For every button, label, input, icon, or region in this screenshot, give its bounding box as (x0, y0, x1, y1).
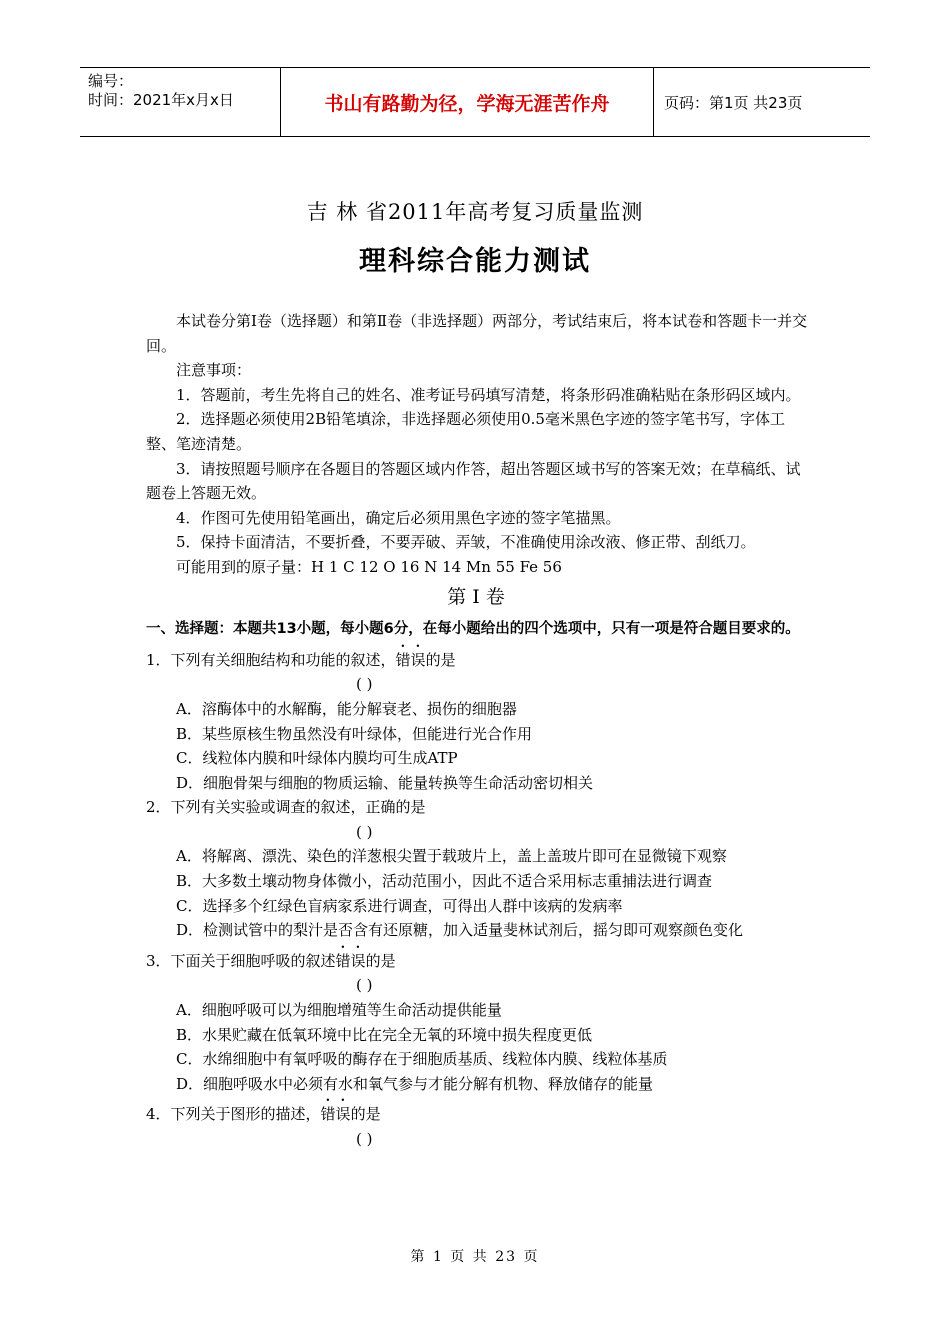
option: C．水绵细胞中有氧呼吸的酶存在于细胞质基质、线粒体内膜、线粒体基质 (176, 1050, 668, 1069)
exam-body (146, 309, 812, 1152)
header-page-info: 页码：第1页 共23页 (664, 93, 803, 112)
note-item: 3．请按照题号顺序在各题目的答题区域内作答，超出答题区域书写的答案无效；在草稿纸、试题卷上答题无效。 (146, 459, 801, 503)
note-item: 4．作图可先使用铅笔画出，确定后必须用黑色字迹的签字笔描黑。 (176, 508, 621, 527)
note-item: 5．保持卡面清洁，不要折叠，不要弄破、弄皱，不准确使用涂改液、修正带、刮纸刀。 (176, 533, 756, 552)
option: D．细胞骨架与细胞的物质运输、能量转换等生命活动密切相关 (176, 773, 594, 792)
option: B．大多数土壤动物身体微小，活动范围小，因此不适合采用标志重捕法进行调查 (176, 872, 713, 891)
header-motto: 书山有路勤为径，学海无涯苦作舟 (280, 68, 654, 136)
option: D．细胞呼吸水中必须有水和氧气参与才能分解有机物、释放储存的能量 (176, 1074, 654, 1093)
option: B．某些原核生物虽然没有叶绿体，但能进行光合作用 (176, 724, 533, 743)
emphasis-word: 错误 (335, 951, 366, 970)
notes-heading: 注意事项： (176, 361, 252, 380)
note-item: 1．答题前，考生先将自己的姓名、准考证号码填写清楚，将条形码准确粘贴在条形码区域内。 (176, 385, 801, 404)
header-meta (88, 72, 234, 110)
document-header (80, 67, 870, 137)
atomic-mass-note: 可能用到的原子量：H 1 C 12 O 16 N 14 Mn 55 Fe 56 (176, 557, 562, 576)
page-footer: 第 1 页 共 23 页 (410, 1249, 540, 1265)
answer-paren: ( ) (356, 1130, 373, 1148)
time-label: 时间：2021年x月x日 (88, 91, 234, 109)
question-stem: 2．下列有关实验或调查的叙述，正确的是 (146, 798, 426, 817)
answer-paren: ( ) (356, 675, 373, 694)
question-stem: 1．下列有关细胞结构和功能的叙述，错误的是 (146, 650, 456, 669)
option: B．水果贮藏在低氧环境中比在完全无氧的环境中损失程度更低 (176, 1025, 593, 1044)
emphasis-word: 错误 (320, 1105, 351, 1124)
note-item: 2．选择题必须使用2B铅笔填涂，非选择题必须使用0.5毫米黑色字迹的签字笔书写，字体工整、笔迹清楚。 (146, 410, 785, 453)
answer-paren: ( ) (356, 822, 373, 841)
intro-paragraph: 本试卷分第Ⅰ卷（选择题）和第Ⅱ卷（非选择题）两部分，考试结束后，将本试卷和答题卡一并交回。 (146, 312, 808, 355)
exam-subtitle: 理科综合能力测试 (359, 246, 591, 277)
option: D．检测试管中的梨汁是否含有还原糖，加入适量斐林试剂后，摇匀即可观察颜色变化 (176, 921, 744, 940)
option: A．将解离、漂洗、染色的洋葱根尖置于载玻片上，盖上盖玻片即可在显微镜下观察 (176, 847, 727, 866)
option: A．细胞呼吸可以为细胞增殖等生命活动提供能量 (176, 1001, 502, 1020)
exam-title: 吉 林 省2011年高考复习质量监测 (306, 200, 644, 224)
volume-title: 第Ⅰ卷 (447, 585, 511, 608)
question-stem: 3．下面关于细胞呼吸的叙述错误的是 (146, 951, 396, 970)
option: C．选择多个红绿色盲病家系进行调查，可得出人群中该病的发病率 (176, 896, 623, 915)
emphasis-word: 错误 (395, 650, 426, 669)
option: C．线粒体内膜和叶绿体内膜均可生成ATP (176, 749, 458, 768)
number-label: 编号： (88, 72, 134, 90)
question-stem: 4．下列关于图形的描述，错误的是 (146, 1105, 381, 1124)
option: A．溶酶体中的水解酶，能分解衰老、损伤的细胞器 (176, 699, 517, 718)
section-title: 一、选择题：本题共13小题，每小题6分，在每小题给出的四个选项中，只有一项是符合题目要求的。 (146, 621, 800, 638)
answer-paren: ( ) (356, 976, 373, 995)
